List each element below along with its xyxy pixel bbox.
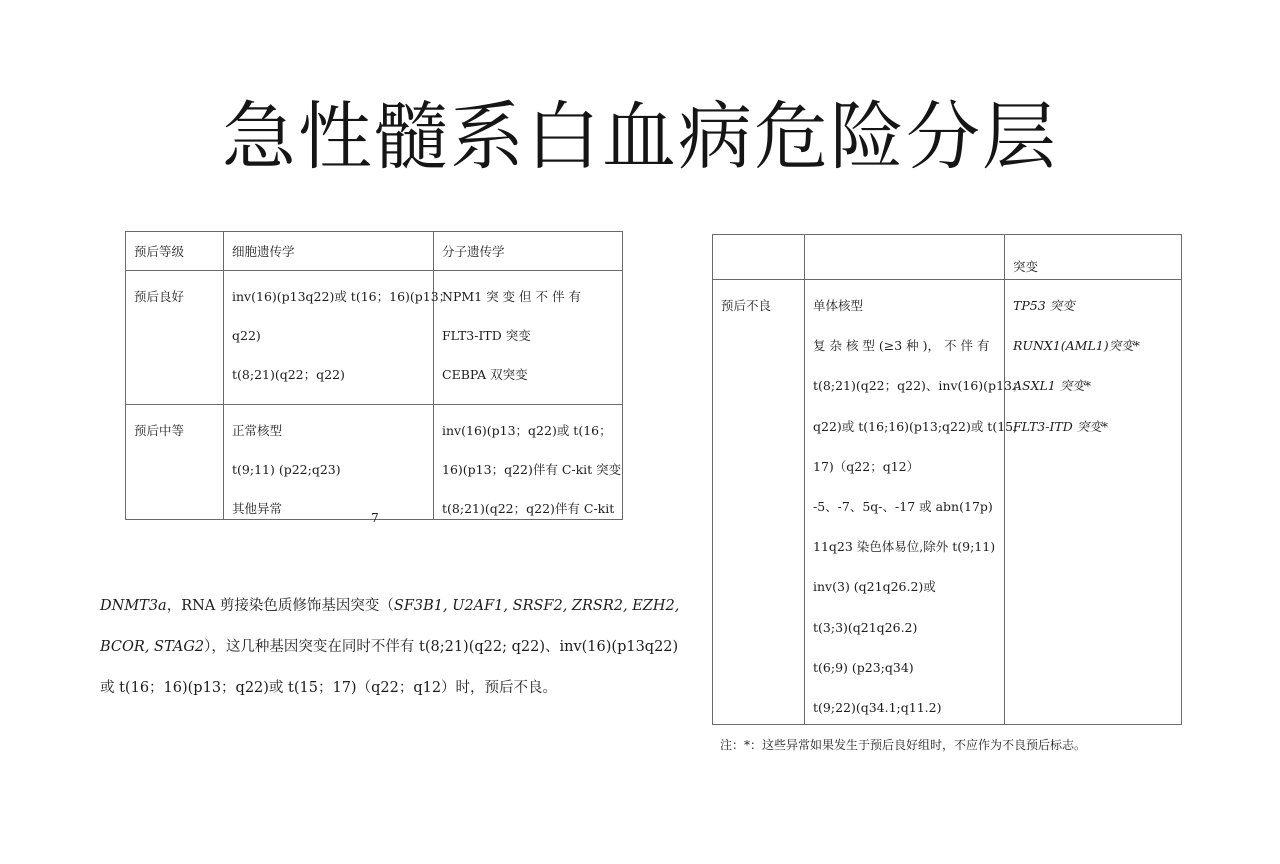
- cell-line: ASXL1 突变*: [1013, 378, 1091, 394]
- table-row: [126, 405, 623, 520]
- cell-line: 复 杂 核 型 (≥3 种 )， 不 伴 有: [813, 338, 990, 354]
- cell-line: t(6;9) (p23;q34): [813, 659, 914, 675]
- cytogenetics-cell: [805, 280, 1025, 725]
- cytogenetics-cell: [224, 271, 452, 405]
- grade-cell: 预后良好: [126, 271, 224, 405]
- header-cell: 突变: [1005, 235, 1182, 280]
- cell-line: inv(3) (q21q26.2)或: [813, 579, 936, 595]
- cell-line: q22): [232, 328, 261, 343]
- cell-line: q22)或 t(16;16)(p13;q22)或 t(15;: [813, 418, 1018, 434]
- grade-cell: 预后中等: [126, 405, 224, 520]
- header-cell: 细胞遗传学: [224, 232, 434, 271]
- cell-line: TP53 突变: [1013, 298, 1075, 313]
- header-cell: [805, 235, 1005, 280]
- cell-line: FLT3-ITD 突变*: [1013, 418, 1108, 434]
- cell-line: t(9;22)(q34.1;q11.2): [813, 699, 942, 715]
- cell-line: 17)（q22；q12）: [813, 458, 920, 474]
- cell-line: CEBPA 双突变: [442, 367, 528, 382]
- cell-line: t(8;21)(q22；q22): [232, 367, 345, 382]
- table-row: [713, 280, 1182, 725]
- header-cell: 分子遗传学: [434, 232, 623, 271]
- cell-line: 单体核型: [813, 298, 864, 313]
- cell-line: t(9;11) (p22;q23): [232, 462, 341, 477]
- cell-line: 16)(p13；q22)伴有 C-kit 突变: [442, 462, 622, 477]
- paragraph-line: 或 t(16；16)(p13；q22)或 t(15；17)（q22；q12）时，预后不良。: [100, 680, 558, 696]
- molecular-cell: [434, 271, 623, 405]
- cell-line: -5、-7、5q-、-17 或 abn(17p): [813, 498, 993, 514]
- cytogenetics-cell: [224, 405, 434, 520]
- cell-line: t(8;21)(q22；q22)伴有 C-kit: [442, 501, 615, 516]
- cell-line: NPM1 突 变 但 不 伴 有: [442, 289, 581, 304]
- mutation-cell: [1005, 280, 1182, 725]
- cell-line: 正常核型: [232, 423, 283, 438]
- table-header-row: [126, 232, 623, 271]
- page-number: 7: [371, 511, 379, 525]
- cell-line: t(8;21)(q22；q22)、inv(16)(p13；: [813, 378, 1025, 394]
- cell-line: inv(16)(p13q22)或 t(16；16)(p13；: [232, 289, 452, 304]
- paragraph-line: DNMT3a，RNA 剪接染色质修饰基因突变（SF3B1, U2AF1, SRSF2, ZRSR2, EZH2,: [100, 598, 680, 614]
- table-header-row: [713, 235, 1182, 280]
- grade-cell: 预后不良: [713, 280, 805, 725]
- footnote: 注：*：这些异常如果发生于预后良好组时，不应作为不良预后标志。: [720, 738, 1087, 752]
- cell-line: 其他异常: [232, 501, 283, 516]
- header-cell: 预后等级: [126, 232, 224, 271]
- paragraph-line: BCOR, STAG2），这几种基因突变在同时不伴有 t(8;21)(q22; q22)、inv(16)(p13q22): [100, 639, 679, 655]
- page-title: 急性髓系白血病危险分层: [222, 94, 1058, 180]
- risk-table-adverse: [712, 234, 1182, 725]
- cell-line: RUNX1(AML1)突变*: [1013, 338, 1140, 354]
- cell-line: 11q23 染色体易位,除外 t(9;11): [813, 539, 996, 555]
- table-row: [126, 271, 623, 405]
- mutation-paragraph: [100, 591, 680, 714]
- header-cell: [713, 235, 805, 280]
- cell-line: FLT3-ITD 突变: [442, 328, 531, 343]
- risk-table-favorable-intermediate: [125, 231, 623, 520]
- molecular-cell: [434, 405, 623, 520]
- cell-line: t(3;3)(q21q26.2): [813, 619, 918, 635]
- cell-line: inv(16)(p13；q22)或 t(16；: [442, 423, 612, 438]
